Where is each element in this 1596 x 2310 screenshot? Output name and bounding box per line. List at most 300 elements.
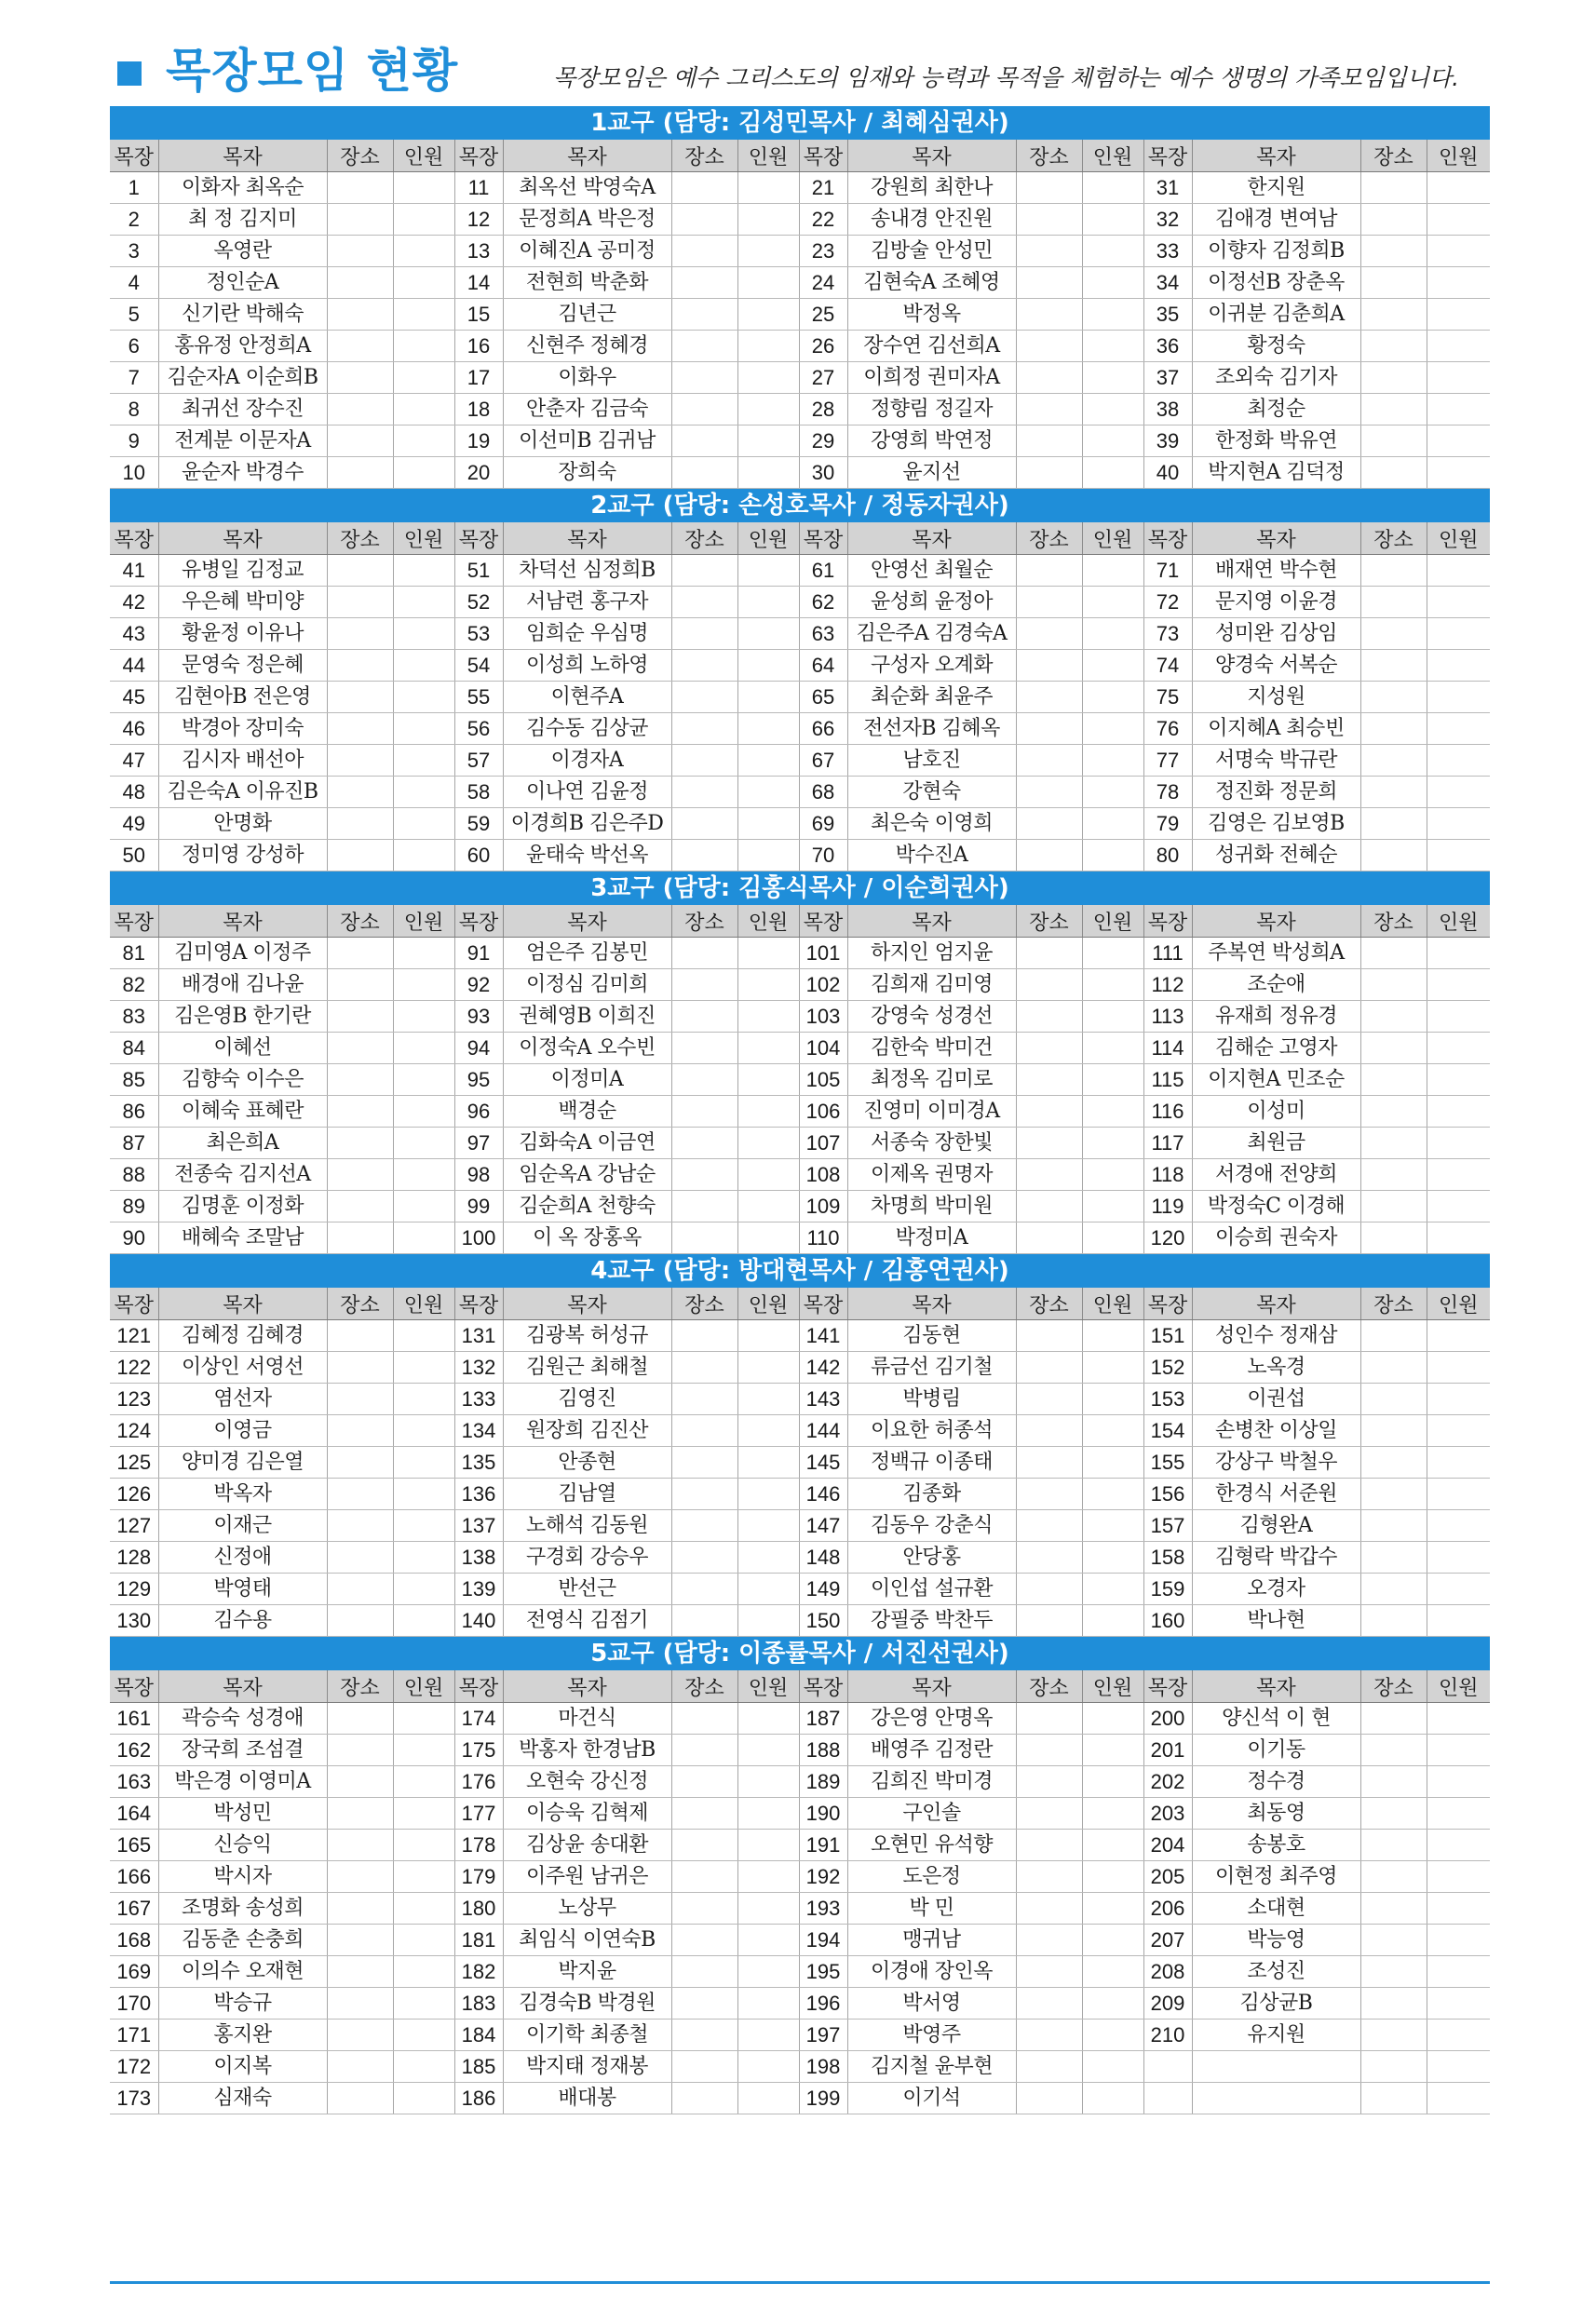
column-header: 목장 <box>1143 1670 1192 1703</box>
leader-names: 이희정 권미자A <box>847 362 1016 394</box>
leader-names: 손병찬 이상일 <box>1192 1415 1360 1447</box>
leader-names: 박수진A <box>847 840 1016 871</box>
place-cell <box>1360 394 1427 426</box>
place-cell <box>1016 840 1082 871</box>
group-number: 84 <box>110 1033 158 1064</box>
group-number: 200 <box>1143 1703 1192 1735</box>
table-row <box>110 713 1490 745</box>
leader-names: 박시자 <box>158 1861 327 1893</box>
group-number: 59 <box>454 808 503 840</box>
leader-names: 장희숙 <box>503 457 671 489</box>
leader-names: 신기란 박해숙 <box>158 299 327 331</box>
count-cell <box>393 457 454 489</box>
count-cell <box>737 1064 799 1096</box>
count-cell <box>393 267 454 299</box>
place-cell <box>1360 1605 1427 1637</box>
count-cell <box>737 172 799 204</box>
column-header: 목장 <box>110 1670 158 1703</box>
leader-names: 오현민 유석향 <box>847 1830 1016 1861</box>
leader-names: 서남련 홍구자 <box>503 587 671 618</box>
place-cell <box>671 204 737 236</box>
place-cell <box>1016 1191 1082 1223</box>
place-cell <box>327 1861 393 1893</box>
leader-names: 차덕선 심정희B <box>503 555 671 587</box>
table-row <box>110 1735 1490 1766</box>
count-cell <box>393 1703 454 1735</box>
group-number: 135 <box>454 1447 503 1479</box>
group-number: 103 <box>799 1001 847 1033</box>
leader-names: 박홍자 한경남B <box>503 1735 671 1766</box>
leader-names: 박지현A 김덕정 <box>1192 457 1360 489</box>
place-cell <box>1016 267 1082 299</box>
place-cell <box>671 1447 737 1479</box>
count-cell <box>393 426 454 457</box>
place-cell <box>671 1191 737 1223</box>
place-cell <box>1016 1830 1082 1861</box>
leader-names: 김현아B 전은영 <box>158 682 327 713</box>
group-number: 123 <box>110 1384 158 1415</box>
group-number: 132 <box>454 1352 503 1384</box>
group-number: 186 <box>454 2083 503 2114</box>
group-number: 27 <box>799 362 847 394</box>
count-cell <box>393 745 454 777</box>
count-cell <box>393 1893 454 1925</box>
leader-names: 김향숙 이수은 <box>158 1064 327 1096</box>
leader-names: 이지현A 민조순 <box>1192 1064 1360 1096</box>
table-row <box>110 1830 1490 1861</box>
leader-names: 하지인 엄지윤 <box>847 938 1016 969</box>
place-cell <box>1016 650 1082 682</box>
count-cell <box>393 2020 454 2051</box>
place-cell <box>671 1320 737 1352</box>
count-cell <box>393 1415 454 1447</box>
count-cell <box>1427 172 1490 204</box>
count-cell <box>393 1798 454 1830</box>
count-cell <box>1427 1033 1490 1064</box>
count-cell <box>1082 267 1143 299</box>
group-number: 29 <box>799 426 847 457</box>
group-number: 40 <box>1143 457 1192 489</box>
place-cell <box>327 1510 393 1542</box>
leader-names: 서경애 전양희 <box>1192 1159 1360 1191</box>
column-header: 인원 <box>393 905 454 938</box>
leader-names: 문정희A 박은정 <box>503 204 671 236</box>
leader-names: 박영주 <box>847 2020 1016 2051</box>
group-number: 148 <box>799 1542 847 1574</box>
count-cell <box>393 362 454 394</box>
group-number: 83 <box>110 1001 158 1033</box>
count-cell <box>1082 1956 1143 1988</box>
place-cell <box>671 1703 737 1735</box>
leader-names: 홍유정 안정희A <box>158 331 327 362</box>
column-header: 인원 <box>1427 905 1490 938</box>
group-number: 185 <box>454 2051 503 2083</box>
leader-names: 이경애 장인옥 <box>847 1956 1016 1988</box>
place-cell <box>1360 2083 1427 2114</box>
group-number: 105 <box>799 1064 847 1096</box>
group-number: 119 <box>1143 1191 1192 1223</box>
leader-names: 정백규 이종태 <box>847 1447 1016 1479</box>
column-header: 목자 <box>1192 1288 1360 1320</box>
leader-names: 임희순 우심명 <box>503 618 671 650</box>
count-cell <box>737 362 799 394</box>
place-cell <box>327 1479 393 1510</box>
group-number: 22 <box>799 204 847 236</box>
leader-names: 박병림 <box>847 1384 1016 1415</box>
leader-names: 황정숙 <box>1192 331 1360 362</box>
group-number: 156 <box>1143 1479 1192 1510</box>
place-cell <box>1016 1988 1082 2020</box>
leader-names: 강상구 박철우 <box>1192 1447 1360 1479</box>
count-cell <box>737 938 799 969</box>
place-cell <box>1360 236 1427 267</box>
place-cell <box>1016 555 1082 587</box>
place-cell <box>671 1479 737 1510</box>
count-cell <box>1082 331 1143 362</box>
count-cell <box>1427 1766 1490 1798</box>
place-cell <box>671 745 737 777</box>
place-cell <box>1016 1574 1082 1605</box>
group-number: 199 <box>799 2083 847 2114</box>
count-cell <box>1082 682 1143 713</box>
group-number: 168 <box>110 1925 158 1956</box>
group-number: 139 <box>454 1574 503 1605</box>
table-row <box>110 587 1490 618</box>
count-cell <box>1427 1447 1490 1479</box>
group-number: 4 <box>110 267 158 299</box>
count-cell <box>393 1925 454 1956</box>
group-number: 75 <box>1143 682 1192 713</box>
group-number: 171 <box>110 2020 158 2051</box>
table-row <box>110 362 1490 394</box>
leader-names: 전종숙 김지선A <box>158 1159 327 1191</box>
leader-names: 주복연 박성희A <box>1192 938 1360 969</box>
group-number: 58 <box>454 777 503 808</box>
count-cell <box>1427 2083 1490 2114</box>
column-header: 목장 <box>799 140 847 172</box>
group-number: 188 <box>799 1735 847 1766</box>
group-number: 113 <box>1143 1001 1192 1033</box>
column-header: 목자 <box>1192 905 1360 938</box>
count-cell <box>1427 1542 1490 1574</box>
leader-names: 박영태 <box>158 1574 327 1605</box>
place-cell <box>327 938 393 969</box>
column-header: 인원 <box>1082 522 1143 555</box>
place-cell <box>1360 745 1427 777</box>
place-cell <box>1360 1223 1427 1254</box>
count-cell <box>393 969 454 1001</box>
group-number: 101 <box>799 938 847 969</box>
leader-names: 성인수 정재삼 <box>1192 1320 1360 1352</box>
place-cell <box>327 713 393 745</box>
count-cell <box>1082 1159 1143 1191</box>
leader-names: 장국희 조섬결 <box>158 1735 327 1766</box>
place-cell <box>671 394 737 426</box>
column-header: 인원 <box>1427 140 1490 172</box>
leader-names: 박경아 장미숙 <box>158 713 327 745</box>
leader-names: 유병일 김정교 <box>158 555 327 587</box>
group-number: 12 <box>454 204 503 236</box>
group-number: 127 <box>110 1510 158 1542</box>
count-cell <box>393 204 454 236</box>
column-header: 장소 <box>1016 140 1082 172</box>
count-cell <box>1427 1956 1490 1988</box>
place-cell <box>327 426 393 457</box>
group-number: 190 <box>799 1798 847 1830</box>
count-cell <box>1427 1320 1490 1352</box>
group-number: 35 <box>1143 299 1192 331</box>
leader-names: 성귀화 전혜순 <box>1192 840 1360 871</box>
place-cell <box>671 1542 737 1574</box>
group-number: 116 <box>1143 1096 1192 1128</box>
count-cell <box>1082 1542 1143 1574</box>
count-cell <box>737 2020 799 2051</box>
column-header: 장소 <box>1360 140 1427 172</box>
place-cell <box>1016 1159 1082 1191</box>
count-cell <box>737 1384 799 1415</box>
column-header: 장소 <box>1016 1288 1082 1320</box>
group-number: 55 <box>454 682 503 713</box>
leader-names: 이화우 <box>503 362 671 394</box>
leader-names: 전선자B 김혜옥 <box>847 713 1016 745</box>
count-cell <box>1427 1830 1490 1861</box>
count-cell <box>393 1510 454 1542</box>
leader-names: 이기석 <box>847 2083 1016 2114</box>
column-header: 목자 <box>503 1288 671 1320</box>
count-cell <box>1082 555 1143 587</box>
leader-names: 윤태숙 박선옥 <box>503 840 671 871</box>
place-cell <box>1016 457 1082 489</box>
leader-names: 이기동 <box>1192 1735 1360 1766</box>
column-header: 장소 <box>671 1288 737 1320</box>
group-number: 70 <box>799 840 847 871</box>
table-row <box>110 1479 1490 1510</box>
place-cell <box>671 1605 737 1637</box>
group-number: 21 <box>799 172 847 204</box>
group-number: 172 <box>110 2051 158 2083</box>
group-number: 6 <box>110 331 158 362</box>
place-cell <box>671 426 737 457</box>
column-header: 인원 <box>1082 1288 1143 1320</box>
table-row <box>110 1510 1490 1542</box>
place-cell <box>327 172 393 204</box>
count-cell <box>1082 1605 1143 1637</box>
place-cell <box>671 2083 737 2114</box>
group-number: 38 <box>1143 394 1192 426</box>
group-number: 208 <box>1143 1956 1192 1988</box>
table-row <box>110 172 1490 204</box>
leader-names: 지성원 <box>1192 682 1360 713</box>
group-number: 136 <box>454 1479 503 1510</box>
leader-names: 옥영란 <box>158 236 327 267</box>
count-cell <box>1427 1605 1490 1637</box>
district-section <box>110 1254 1490 1637</box>
column-header: 인원 <box>737 522 799 555</box>
place-cell <box>1016 426 1082 457</box>
column-header: 목장 <box>1143 1288 1192 1320</box>
place-cell <box>1016 299 1082 331</box>
leader-names: 김미영A 이정주 <box>158 938 327 969</box>
leader-names: 이정심 김미희 <box>503 969 671 1001</box>
count-cell <box>1427 1735 1490 1766</box>
leader-names: 이선미B 김귀남 <box>503 426 671 457</box>
count-cell <box>1427 2051 1490 2083</box>
column-header: 인원 <box>737 140 799 172</box>
district-section <box>110 1637 1490 2114</box>
place-cell <box>327 587 393 618</box>
place-cell <box>327 650 393 682</box>
leader-names: 이현주A <box>503 682 671 713</box>
group-number: 96 <box>454 1096 503 1128</box>
group-number: 39 <box>1143 426 1192 457</box>
count-cell <box>1427 426 1490 457</box>
column-header: 목장 <box>1143 905 1192 938</box>
leader-names: 강은영 안명옥 <box>847 1703 1016 1735</box>
district-title: 4교구 (담당: 방대현목사 / 김홍연권사) <box>110 1254 1490 1288</box>
leader-names: 노옥경 <box>1192 1352 1360 1384</box>
place-cell <box>327 394 393 426</box>
count-cell <box>737 840 799 871</box>
group-number: 9 <box>110 426 158 457</box>
count-cell <box>737 1574 799 1605</box>
leader-names: 김한숙 박미건 <box>847 1033 1016 1064</box>
group-number: 77 <box>1143 745 1192 777</box>
page-title: 목장모임 현황 <box>166 44 459 98</box>
leader-names: 정향림 정길자 <box>847 394 1016 426</box>
leader-names: 김남열 <box>503 1479 671 1510</box>
column-header: 목자 <box>503 905 671 938</box>
leader-names: 김형락 박갑수 <box>1192 1542 1360 1574</box>
count-cell <box>393 1988 454 2020</box>
leader-names: 양경숙 서복순 <box>1192 650 1360 682</box>
leader-names: 정진화 정문희 <box>1192 777 1360 808</box>
leader-names: 문지영 이윤경 <box>1192 587 1360 618</box>
table-row <box>110 426 1490 457</box>
leader-names: 최동영 <box>1192 1798 1360 1830</box>
place-cell <box>671 1096 737 1128</box>
count-cell <box>1427 1064 1490 1096</box>
column-header: 인원 <box>1427 522 1490 555</box>
leader-names: 김수용 <box>158 1605 327 1637</box>
count-cell <box>737 1352 799 1384</box>
group-number: 99 <box>454 1191 503 1223</box>
leader-names: 유지원 <box>1192 2020 1360 2051</box>
column-header: 장소 <box>671 905 737 938</box>
column-header-row <box>110 1670 1490 1703</box>
count-cell <box>1427 331 1490 362</box>
place-cell <box>327 267 393 299</box>
leader-names: 이 옥 장홍옥 <box>503 1223 671 1254</box>
count-cell <box>1427 650 1490 682</box>
column-header: 장소 <box>671 522 737 555</box>
group-number: 45 <box>110 682 158 713</box>
leader-names: 김은주A 김경숙A <box>847 618 1016 650</box>
place-cell <box>1360 1352 1427 1384</box>
group-number: 23 <box>799 236 847 267</box>
leader-names: 김은숙A 이유진B <box>158 777 327 808</box>
count-cell <box>393 1861 454 1893</box>
leader-names: 남호진 <box>847 745 1016 777</box>
leader-names: 김희재 김미영 <box>847 969 1016 1001</box>
group-number: 34 <box>1143 267 1192 299</box>
leader-names: 최은희A <box>158 1128 327 1159</box>
table-row <box>110 618 1490 650</box>
count-cell <box>1427 1159 1490 1191</box>
district-section <box>110 106 1490 489</box>
place-cell <box>1360 2020 1427 2051</box>
count-cell <box>1082 1893 1143 1925</box>
count-cell <box>737 745 799 777</box>
table-row <box>110 1159 1490 1191</box>
group-number: 91 <box>454 938 503 969</box>
count-cell <box>1082 1988 1143 2020</box>
district-section <box>110 871 1490 1254</box>
count-cell <box>393 394 454 426</box>
group-number: 124 <box>110 1415 158 1447</box>
count-cell <box>737 587 799 618</box>
group-number: 157 <box>1143 1510 1192 1542</box>
count-cell <box>1427 682 1490 713</box>
leader-names: 류금선 김기철 <box>847 1352 1016 1384</box>
group-number: 163 <box>110 1766 158 1798</box>
leader-names: 김화숙A 이금연 <box>503 1128 671 1159</box>
leader-names: 이성미 <box>1192 1096 1360 1128</box>
group-number: 173 <box>110 2083 158 2114</box>
group-number: 180 <box>454 1893 503 1925</box>
group-number: 192 <box>799 1861 847 1893</box>
place-cell <box>1016 1384 1082 1415</box>
leader-names: 김애경 변여남 <box>1192 204 1360 236</box>
group-number: 158 <box>1143 1542 1192 1574</box>
group-number: 15 <box>454 299 503 331</box>
count-cell <box>737 1320 799 1352</box>
column-header: 목장 <box>110 905 158 938</box>
count-cell <box>1427 204 1490 236</box>
group-number: 69 <box>799 808 847 840</box>
district-section <box>110 489 1490 871</box>
count-cell <box>737 1510 799 1542</box>
group-number: 128 <box>110 1542 158 1574</box>
group-number: 18 <box>454 394 503 426</box>
group-number: 203 <box>1143 1798 1192 1830</box>
table-row <box>110 1861 1490 1893</box>
count-cell <box>1082 808 1143 840</box>
place-cell <box>1360 938 1427 969</box>
count-cell <box>1082 969 1143 1001</box>
place-cell <box>1360 331 1427 362</box>
place-cell <box>1360 1925 1427 1956</box>
leader-names: 안당홍 <box>847 1542 1016 1574</box>
leader-names: 이요한 허종석 <box>847 1415 1016 1447</box>
leader-names: 이지혜A 최승빈 <box>1192 713 1360 745</box>
place-cell <box>671 555 737 587</box>
leader-names: 송봉호 <box>1192 1830 1360 1861</box>
table-row <box>110 1096 1490 1128</box>
table-row <box>110 745 1490 777</box>
place-cell <box>671 1223 737 1254</box>
count-cell <box>393 555 454 587</box>
leader-names: 이정미A <box>503 1064 671 1096</box>
count-cell <box>1427 1893 1490 1925</box>
group-number: 76 <box>1143 713 1192 745</box>
count-cell <box>737 1001 799 1033</box>
leader-names: 강원희 최한나 <box>847 172 1016 204</box>
leader-names: 강현숙 <box>847 777 1016 808</box>
count-cell <box>1082 1384 1143 1415</box>
group-number: 110 <box>799 1223 847 1254</box>
place-cell <box>1360 713 1427 745</box>
count-cell <box>1082 650 1143 682</box>
